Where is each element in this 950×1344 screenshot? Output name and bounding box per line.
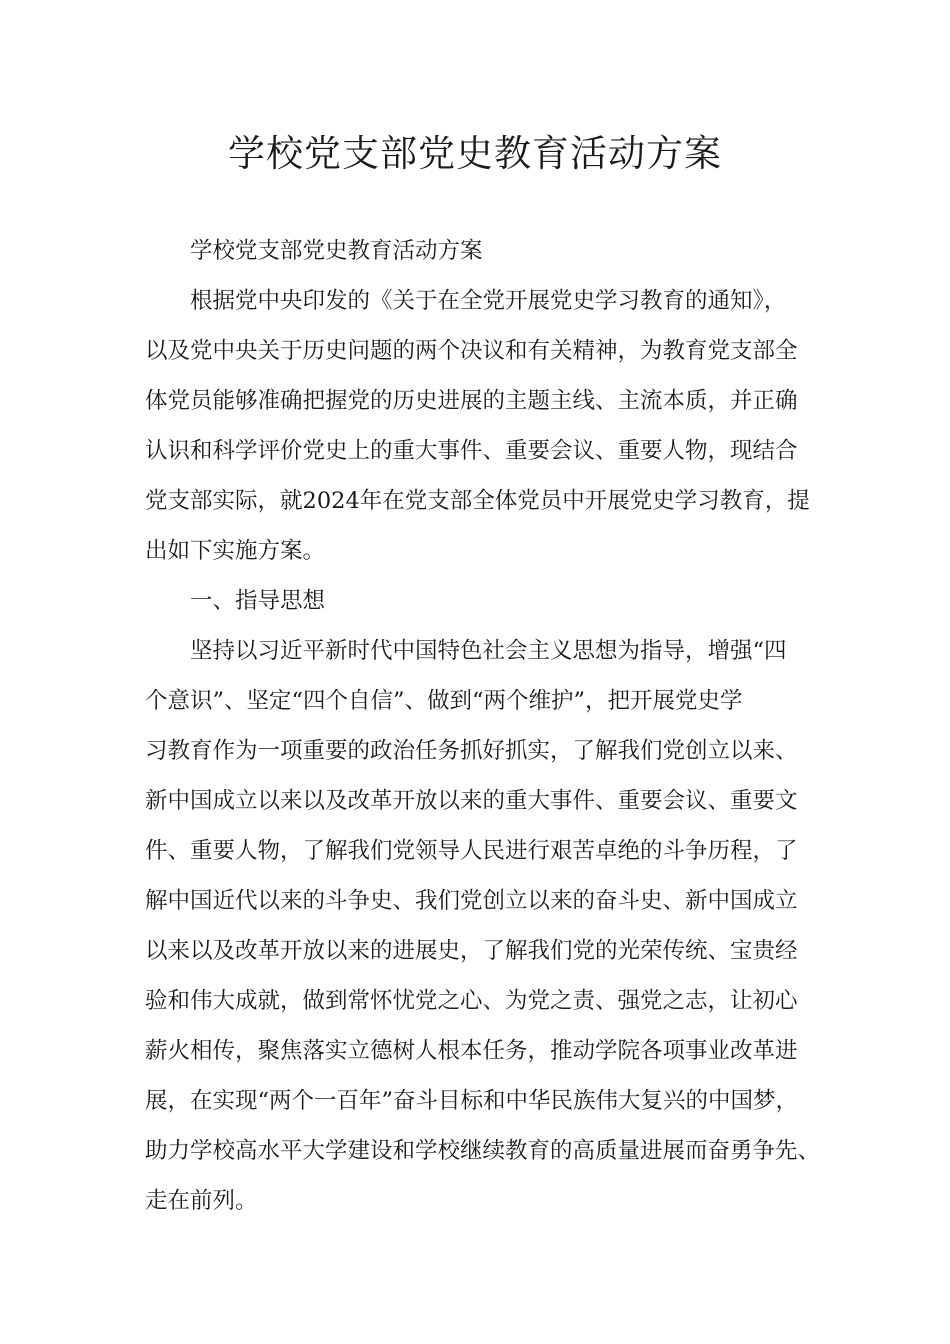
subtitle-line: 学校党支部党史教育活动方案 [190, 238, 483, 264]
paragraph-line: 个意识”、坚定“四个自信”、做到“两个维护”，把开展党史学 [145, 688, 743, 714]
paragraph-line: 坚持以习近平新时代中国特色社会主义思想为指导，增强“四 [190, 638, 787, 664]
paragraph-line: 根据党中央印发的《关于在全党开展党史学习教育的通知》， [190, 288, 787, 314]
paragraph-line: 新中国成立以来以及改革开放以来的重大事件、重要会议、重要文 [145, 788, 798, 814]
paragraph-line: 展，在实现“两个一百年”奋斗目标和中华民族伟大复兴的中国梦， [145, 1088, 799, 1114]
paragraph-line: 以来以及改革开放以来的进展史，了解我们党的光荣传统、宝贵经 [145, 938, 798, 964]
paragraph-line: 认识和科学评价党史上的重大事件、重要会议、重要人物，现结合 [145, 438, 798, 464]
section-heading: 一、指导思想 [190, 588, 326, 614]
paragraph-line: 习教育作为一项重要的政治任务抓好抓实，了解我们党创立以来、 [145, 738, 798, 764]
document-title: 学校党支部党史教育活动方案 [228, 132, 722, 175]
paragraph-line: 以及党中央关于历史问题的两个决议和有关精神，为教育党支部全 [145, 338, 798, 364]
paragraph-line: 助力学校高水平大学建设和学校继续教育的高质量进展而奋勇争先、 [145, 1138, 821, 1164]
paragraph-line: 验和伟大成就，做到常怀忧党之心、为党之责、强党之志，让初心 [145, 988, 798, 1014]
paragraph-line: 件、重要人物，了解我们党领导人民进行艰苦卓绝的斗争历程，了 [145, 838, 798, 864]
paragraph-line: 解中国近代以来的斗争史、我们党创立以来的奋斗史、新中国成立 [145, 888, 798, 914]
paragraph-line: 出如下实施方案。 [145, 538, 326, 564]
paragraph-line: 薪火相传，聚焦落实立德树人根本任务，推动学院各项事业改革进 [145, 1038, 798, 1064]
paragraph-line: 走在前列。 [145, 1188, 258, 1214]
paragraph-line: 体党员能够准确把握党的历史进展的主题主线、主流本质，并正确 [145, 388, 798, 414]
paragraph-line: 党支部实际，就2024年在党支部全体党员中开展党史学习教育，提 [145, 488, 810, 514]
